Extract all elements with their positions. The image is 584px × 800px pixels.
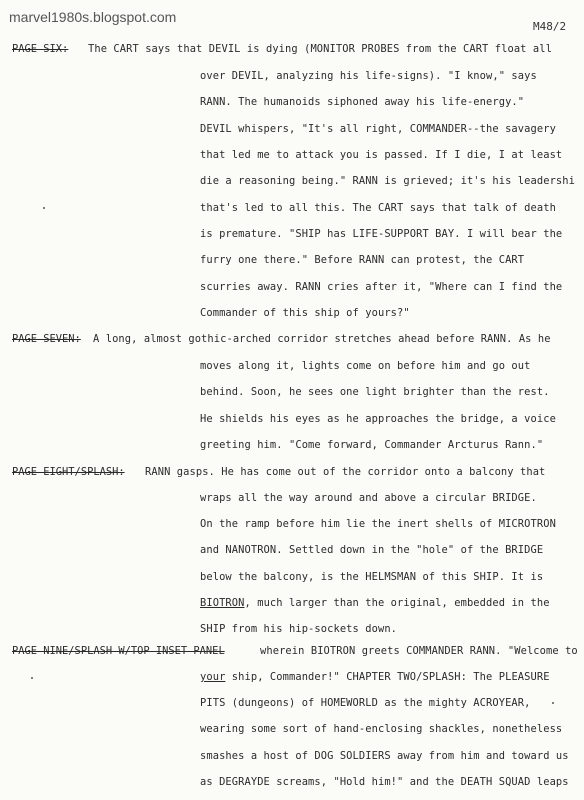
- scan-speck: [31, 677, 33, 679]
- script-line: that led me to attack you is passed. If I die, I at least: [200, 149, 563, 161]
- script-line: RANN. The humanoids siphoned away his life-energy.": [200, 96, 525, 108]
- script-line: scurries away. RANN cries after it, "Where can I find the: [200, 281, 563, 293]
- scan-speck: [552, 702, 554, 704]
- script-line: He shields his eyes as he approaches the bridge, a voice: [200, 413, 556, 425]
- page-nine-label: PAGE NINE/SPLASH W/TOP INSET PANEL: [12, 645, 225, 657]
- script-line: moves along it, lights come on before him and go out: [200, 360, 531, 372]
- blog-watermark: marvel1980s.blogspot.com: [9, 9, 177, 25]
- underlined-word: BIOTRON: [200, 597, 245, 609]
- script-line: DEVIL whispers, "It's all right, COMMANDER--the savagery: [200, 123, 556, 135]
- script-line: over DEVIL, analyzing his life-signs). "I know," says: [200, 70, 537, 82]
- script-line: wearing some sort of hand-enclosing shackles, nonetheless: [200, 723, 563, 735]
- line-remainder: , much larger than the original, embedded in the: [244, 597, 550, 609]
- page-seven-label: PAGE SEVEN:: [12, 333, 81, 345]
- script-line: Commander of this ship of yours?": [200, 307, 410, 319]
- script-line: SHIP from his hip-sockets down.: [200, 623, 398, 635]
- underlined-word: your: [200, 671, 226, 683]
- script-line: On the ramp before him lie the inert shells of MICROTRON: [200, 518, 556, 530]
- script-line: smashes a host of DOG SOLDIERS away from him and toward us: [200, 750, 569, 762]
- script-line: behind. Soon, he sees one light brighter than the rest.: [200, 386, 550, 398]
- script-line: PITS (dungeons) of HOMEWORLD as the mighty ACROYEAR,: [200, 697, 531, 709]
- script-line: [200, 597, 550, 609]
- script-line: greeting him. "Come forward, Commander Arcturus Rann.": [200, 439, 544, 451]
- page-six-label: PAGE SIX:: [12, 43, 69, 55]
- script-line: is premature. "SHIP has LIFE-SUPPORT BAY. I will bear the: [200, 228, 563, 240]
- scan-speck: [43, 207, 45, 209]
- script-line: wherein BIOTRON greets COMMANDER RANN. "Welcome to: [260, 645, 578, 657]
- script-line: and NANOTRON. Settled down in the "hole" of the BRIDGE: [200, 544, 544, 556]
- script-line: below the balcony, is the HELMSMAN of this SHIP. It is: [200, 571, 544, 583]
- script-line: [200, 671, 550, 683]
- line-remainder: ship, Commander!" CHAPTER TWO/SPLASH: The PLEASURE: [225, 671, 550, 683]
- script-line: as DEGRAYDE screams, "Hold him!" and the DEATH SQUAD leaps: [200, 776, 569, 788]
- script-line: die a reasoning being." RANN is grieved; it's his leadershi: [200, 175, 575, 187]
- script-line: furry one there." Before RANN can protest, the CART: [200, 254, 525, 266]
- page-number: M48/2: [533, 20, 567, 33]
- script-line: A long, almost gothic-arched corridor stretches ahead before RANN. As he: [93, 333, 551, 345]
- script-line: wraps all the way around and above a circular BRIDGE.: [200, 492, 537, 504]
- page-eight-label: PAGE EIGHT/SPLASH:: [12, 466, 125, 478]
- script-line: RANN gasps. He has come out of the corridor onto a balcony that: [145, 466, 546, 478]
- script-line: The CART says that DEVIL is dying (MONITOR PROBES from the CART float all: [88, 43, 552, 55]
- script-line: that's led to all this. The CART says that talk of death: [200, 202, 556, 214]
